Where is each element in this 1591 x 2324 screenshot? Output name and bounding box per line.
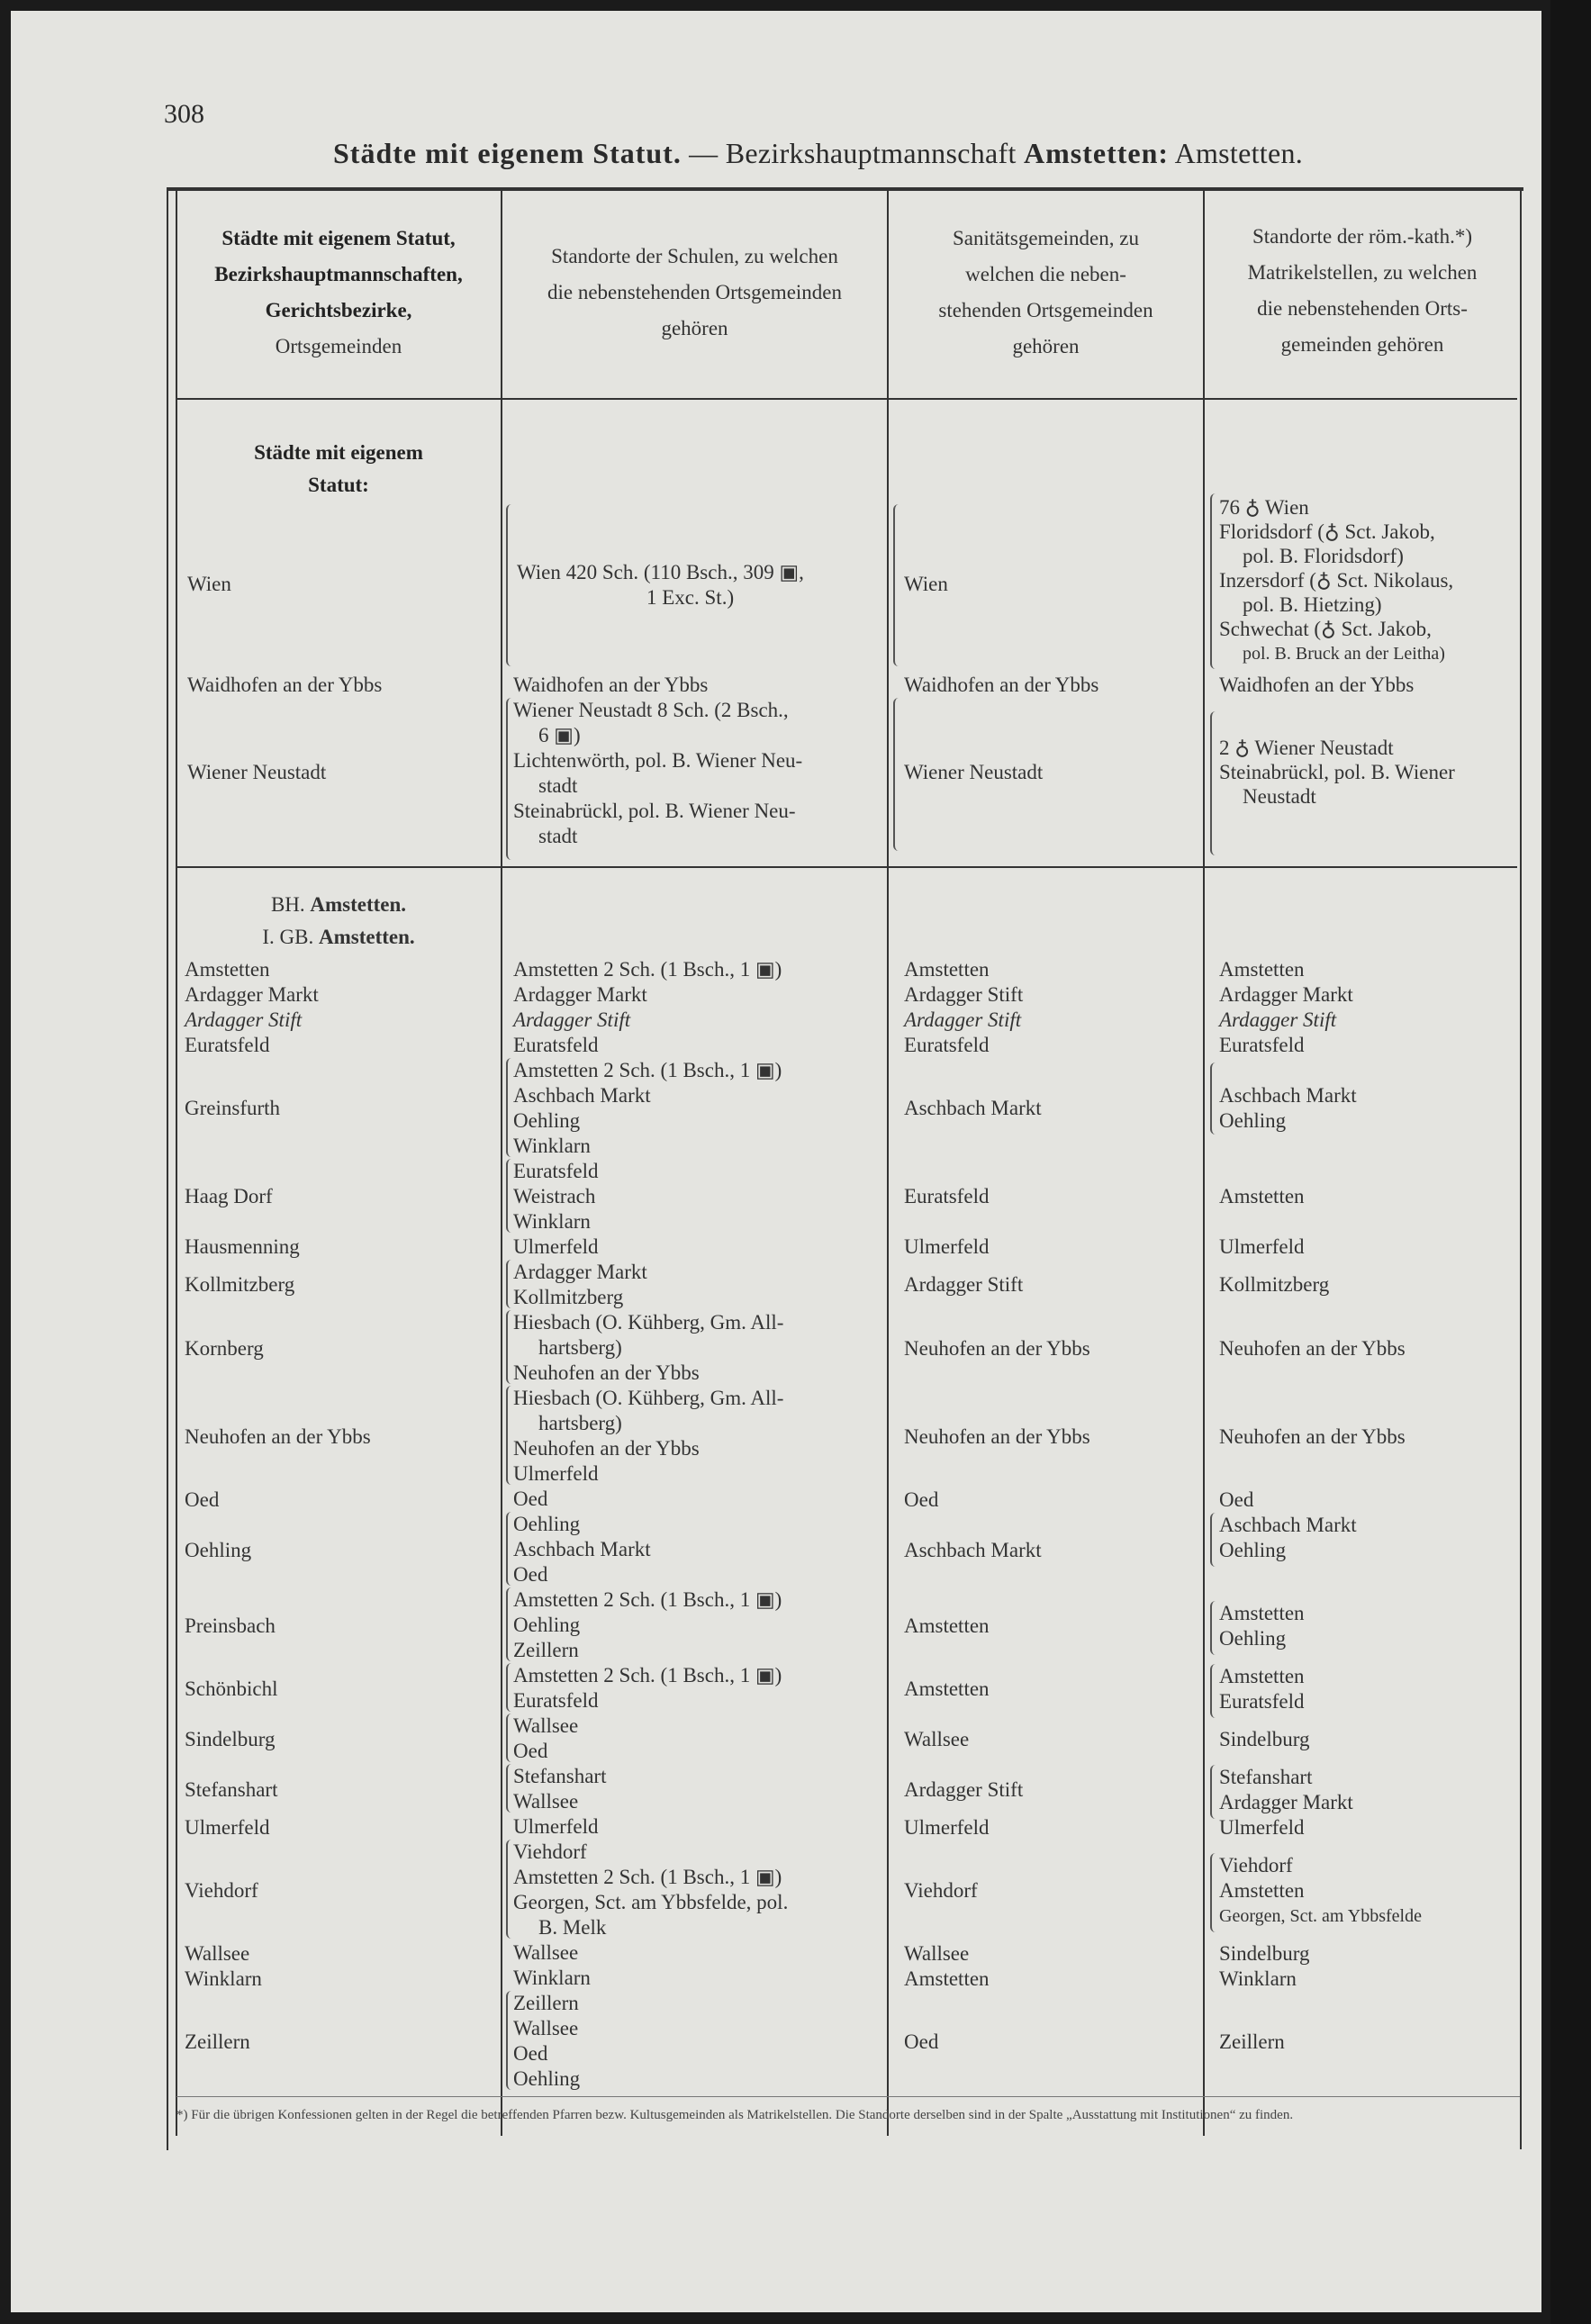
table-top-rule [167, 187, 1523, 191]
school: Wallsee [513, 2017, 579, 2039]
school: Viehdorf [513, 1840, 587, 1863]
sanitary: Oed [904, 1488, 939, 1511]
parish: Amstetten [1219, 1879, 1305, 1902]
parish: Euratsfeld [1219, 1034, 1305, 1056]
school: Winklarn [513, 1967, 591, 1989]
school: Amstetten 2 Sch. (1 Bsch., 1 ▣) [513, 1866, 782, 1888]
s1-town: Wiener Neustadt [187, 761, 327, 783]
s1-parish: pol. B. Floridsdorf) [1243, 545, 1404, 567]
school: Zeillern [513, 1992, 579, 2014]
col2-header [502, 239, 887, 347]
school: Oehling [513, 1614, 581, 1636]
parish: Sindelburg [1219, 1728, 1310, 1750]
s1-sanitary: Waidhofen an der Ybbs [904, 674, 1099, 696]
school: Neuhofen an der Ybbs [513, 1437, 700, 1460]
school: Ardagger Markt [513, 983, 647, 1006]
parish: Neuhofen an der Ybbs [1219, 1425, 1406, 1448]
s1-parish: Inzersdorf (♁ Sct. Nikolaus, [1219, 569, 1454, 592]
s1-school: Wiener Neustadt 8 Sch. (2 Bsch., [513, 699, 789, 721]
sanitary: Ardagger Stift [904, 1778, 1024, 1801]
footnote-rule [176, 2096, 1520, 2097]
col4-h3: die nebenstehenden Orts- [1257, 297, 1468, 320]
s1-parish: Waidhofen an der Ybbs [1219, 674, 1415, 696]
s1-parish: 76 ♁ Wien [1219, 496, 1309, 519]
parish: Amstetten [1219, 1602, 1305, 1624]
gb-name: Amstetten. [318, 926, 415, 948]
section2-heading [176, 889, 501, 954]
parish: Amstetten [1219, 1185, 1305, 1207]
town: Oed [185, 1488, 220, 1511]
town: Kollmitzberg [185, 1273, 295, 1296]
s1-parish: Schwechat (♁ Sct. Jakob, [1219, 618, 1432, 640]
section1-heading-2: Statut: [308, 474, 369, 496]
parish: Sindelburg [1219, 1942, 1310, 1965]
town: Preinsbach [185, 1614, 276, 1637]
school: Ulmerfeld [513, 1235, 599, 1258]
town: Ulmerfeld [185, 1816, 270, 1839]
s1-school: Wien 420 Sch. (110 Bsch., 309 ▣, [517, 561, 804, 583]
school: Euratsfeld [513, 1160, 599, 1182]
brace [1210, 1853, 1219, 1932]
s1-school: 6 ▣) [538, 724, 581, 746]
parish: Oehling [1219, 1109, 1287, 1132]
col3-h4: gehören [1012, 335, 1080, 357]
s1-school: stadt [538, 825, 578, 847]
sanitary: Euratsfeld [904, 1185, 990, 1207]
sanitary: Neuhofen an der Ybbs [904, 1425, 1090, 1448]
school: Ardagger Markt [513, 1261, 647, 1283]
parish: Stefanshart [1219, 1766, 1313, 1788]
school: Oed [513, 1563, 548, 1586]
col3-header [889, 221, 1203, 365]
town: Euratsfeld [185, 1034, 270, 1056]
section-rule [176, 866, 1517, 868]
col4-h2: Matrikelstellen, zu welchen [1247, 261, 1478, 284]
col1-h2: Bezirkshauptmannschaften, [214, 263, 463, 285]
school: Wallsee [513, 1941, 579, 1964]
school: Amstetten 2 Sch. (1 Bsch., 1 ▣) [513, 1664, 782, 1686]
parish: Neuhofen an der Ybbs [1219, 1337, 1406, 1360]
town: Kornberg [185, 1337, 264, 1360]
school: Georgen, Sct. am Ybbsfelde, pol. [513, 1891, 789, 1913]
sanitary: Ardagger Stift [904, 983, 1024, 1006]
s1-town: Waidhofen an der Ybbs [187, 674, 383, 696]
sanitary: Viehdorf [904, 1879, 978, 1902]
town: Winklarn [185, 1967, 262, 1990]
bh-heading [176, 889, 501, 921]
school: Oed [513, 1740, 548, 1762]
parish: Ulmerfeld [1219, 1816, 1305, 1839]
parish: Oed [1219, 1488, 1254, 1511]
school: Hiesbach (O. Kühberg, Gm. All- [513, 1387, 784, 1409]
school: hartsberg) [538, 1336, 622, 1359]
s1-sanitary: Wien [904, 573, 948, 595]
sanitary: Oed [904, 2030, 939, 2053]
bh-label: BH. [270, 893, 311, 916]
sanitary: Amstetten [904, 958, 990, 981]
parish: Oehling [1219, 1627, 1287, 1650]
col4-h4: gemeinden gehören [1280, 333, 1444, 356]
sanitary: Ulmerfeld [904, 1816, 990, 1839]
col3-h1: Sanitätsgemeinden, zu [953, 227, 1139, 249]
brace [1210, 1664, 1219, 1718]
brace [1210, 1601, 1219, 1655]
brace [1210, 1765, 1219, 1819]
brace [506, 504, 515, 666]
town: Oehling [185, 1539, 252, 1561]
s1-parish: Neustadt [1243, 785, 1316, 808]
school: Amstetten 2 Sch. (1 Bsch., 1 ▣) [513, 1588, 782, 1611]
parish: Ulmerfeld [1219, 1235, 1305, 1258]
school: B. Melk [538, 1916, 607, 1939]
col3-h2: welchen die neben- [965, 263, 1126, 285]
school: Neuhofen an der Ybbs [513, 1361, 700, 1384]
col4-h1: Standorte der röm.-kath.*) [1252, 225, 1472, 248]
sanitary: Amstetten [904, 1967, 990, 1990]
s1-parish: pol. B. Hietzing) [1243, 593, 1382, 616]
parish: Aschbach Markt [1219, 1084, 1357, 1107]
header-district: Amstetten: [1023, 137, 1170, 169]
school: Euratsfeld [513, 1034, 599, 1056]
school: Amstetten 2 Sch. (1 Bsch., 1 ▣) [513, 1059, 782, 1081]
s1-town: Wien [187, 573, 231, 595]
school: Aschbach Markt [513, 1084, 651, 1107]
sanitary: Wallsee [904, 1728, 970, 1750]
school: Wallsee [513, 1790, 579, 1813]
col3-h3: stehenden Ortsgemeinden [938, 299, 1153, 321]
section1-heading [176, 437, 501, 502]
parish: Kollmitzberg [1219, 1273, 1330, 1296]
col1-h4: Ortsgemeinden [275, 335, 402, 357]
brace [1210, 1063, 1219, 1135]
town: Amstetten [185, 958, 270, 981]
school: Winklarn [513, 1135, 591, 1157]
parish: Ardagger Markt [1219, 983, 1353, 1006]
school: Kollmitzberg [513, 1286, 624, 1308]
sanitary: Ulmerfeld [904, 1235, 990, 1258]
town: Stefanshart [185, 1778, 278, 1801]
town: Greinsfurth [185, 1097, 281, 1119]
col1-h3: Gerichtsbezirke, [265, 299, 412, 321]
school: Oehling [513, 1513, 581, 1535]
school: Winklarn [513, 1210, 591, 1233]
s1-school: stadt [538, 774, 578, 797]
s1-parish: Steinabrückl, pol. B. Wiener [1219, 761, 1455, 783]
parish: Ardagger Stift [1219, 1008, 1337, 1031]
page-number: 308 [164, 99, 204, 129]
sanitary: Amstetten [904, 1614, 990, 1637]
town: Viehdorf [185, 1879, 258, 1902]
parish: Aschbach Markt [1219, 1514, 1357, 1536]
parish: Winklarn [1219, 1967, 1297, 1990]
school: hartsberg) [538, 1412, 622, 1434]
sanitary: Ardagger Stift [904, 1008, 1022, 1031]
table-right-border [1520, 191, 1522, 2149]
col4-header [1205, 219, 1520, 363]
school: Oed [513, 2042, 548, 2065]
brace [893, 504, 902, 666]
town: Zeillern [185, 2030, 250, 2053]
town: Neuhofen an der Ybbs [185, 1425, 371, 1448]
header-sep: — Bezirkshauptmannschaft [681, 137, 1024, 169]
s1-parish: pol. B. Bruck an der Leitha) [1243, 644, 1445, 664]
town: Ardagger Markt [185, 983, 319, 1006]
s1-parish: 2 ♁ Wiener Neustadt [1219, 737, 1394, 759]
school: Euratsfeld [513, 1689, 599, 1712]
parish: Zeillern [1219, 2030, 1285, 2053]
school: Oehling [513, 1109, 581, 1132]
school: Stefanshart [513, 1765, 607, 1787]
school: Amstetten 2 Sch. (1 Bsch., 1 ▣) [513, 958, 782, 981]
bh-name: Amstetten. [310, 893, 407, 916]
parish: Amstetten [1219, 1665, 1305, 1687]
s1-parish: Floridsdorf (♁ Sct. Jakob, [1219, 520, 1435, 543]
sanitary: Amstetten [904, 1677, 990, 1700]
school: Oed [513, 1488, 548, 1510]
col2-h1: Standorte der Schulen, zu welchen [551, 245, 838, 267]
school: Oehling [513, 2067, 581, 2090]
town: Schönbichl [185, 1677, 278, 1700]
col-divider-3 [1203, 191, 1205, 2136]
school: Zeillern [513, 1639, 579, 1661]
town: Hausmenning [185, 1235, 300, 1258]
sanitary: Aschbach Markt [904, 1539, 1042, 1561]
school: Ulmerfeld [513, 1815, 599, 1838]
gb-label: I. GB. [262, 926, 319, 948]
parish: Georgen, Sct. am Ybbsfelde [1219, 1906, 1422, 1926]
sanitary: Euratsfeld [904, 1034, 990, 1056]
parish: Euratsfeld [1219, 1690, 1305, 1713]
page-header [333, 137, 1303, 170]
col-divider-2 [887, 191, 889, 2136]
header-bottom-rule [176, 398, 1517, 400]
parish: Viehdorf [1219, 1854, 1293, 1876]
school: Wallsee [513, 1714, 579, 1737]
gb-heading [176, 921, 501, 954]
s1-school: Lichtenwörth, pol. B. Wiener Neu- [513, 749, 803, 772]
header-town: Amstetten. [1169, 137, 1304, 169]
parish: Amstetten [1219, 958, 1305, 981]
s1-school: Steinabrückl, pol. B. Wiener Neu- [513, 800, 796, 822]
town: Ardagger Stift [185, 1008, 303, 1031]
col1-h1: Städte mit eigenem Statut, [221, 227, 456, 249]
footnote: *) Für die übrigen Konfessionen gelten in der Regel die betreffenden Pfarren bezw. Kultusgemeinden als Matrikelstellen. Die Standorte derselben sind in der Spalte „Ausstattung mit Institutionen“ zu finden. [176, 2108, 1294, 2122]
sanitary: Neuhofen an der Ybbs [904, 1337, 1090, 1360]
parish: Oehling [1219, 1539, 1287, 1561]
school: Ardagger Stift [513, 1008, 631, 1031]
school: Ulmerfeld [513, 1462, 599, 1485]
s1-sanitary: Wiener Neustadt [904, 761, 1044, 783]
s1-school: Waidhofen an der Ybbs [513, 674, 709, 696]
s1-school: 1 Exc. St.) [646, 586, 735, 609]
town: Wallsee [185, 1942, 250, 1965]
table-left-border [167, 187, 168, 2150]
town: Sindelburg [185, 1728, 276, 1750]
col2-h3: gehören [661, 317, 728, 339]
brace [893, 698, 902, 851]
sanitary: Ardagger Stift [904, 1273, 1024, 1296]
brace [1210, 1513, 1219, 1567]
school: Weistrach [513, 1185, 596, 1207]
sanitary: Wallsee [904, 1942, 970, 1965]
col-divider-1 [501, 191, 502, 2136]
parish: Ardagger Markt [1219, 1791, 1353, 1813]
header-left: Städte mit eigenem Statut. [333, 137, 682, 169]
section1-heading-1: Städte mit eigenem [254, 441, 423, 464]
sanitary: Aschbach Markt [904, 1097, 1042, 1119]
col2-h2: die nebenstehenden Ortsgemeinden [547, 281, 842, 303]
school: Aschbach Markt [513, 1538, 651, 1560]
brace [1210, 493, 1219, 669]
town: Haag Dorf [185, 1185, 273, 1207]
school: Hiesbach (O. Kühberg, Gm. All- [513, 1311, 784, 1334]
scan-edge [1550, 0, 1591, 2324]
brace [1210, 711, 1219, 855]
col1-header [176, 221, 501, 365]
